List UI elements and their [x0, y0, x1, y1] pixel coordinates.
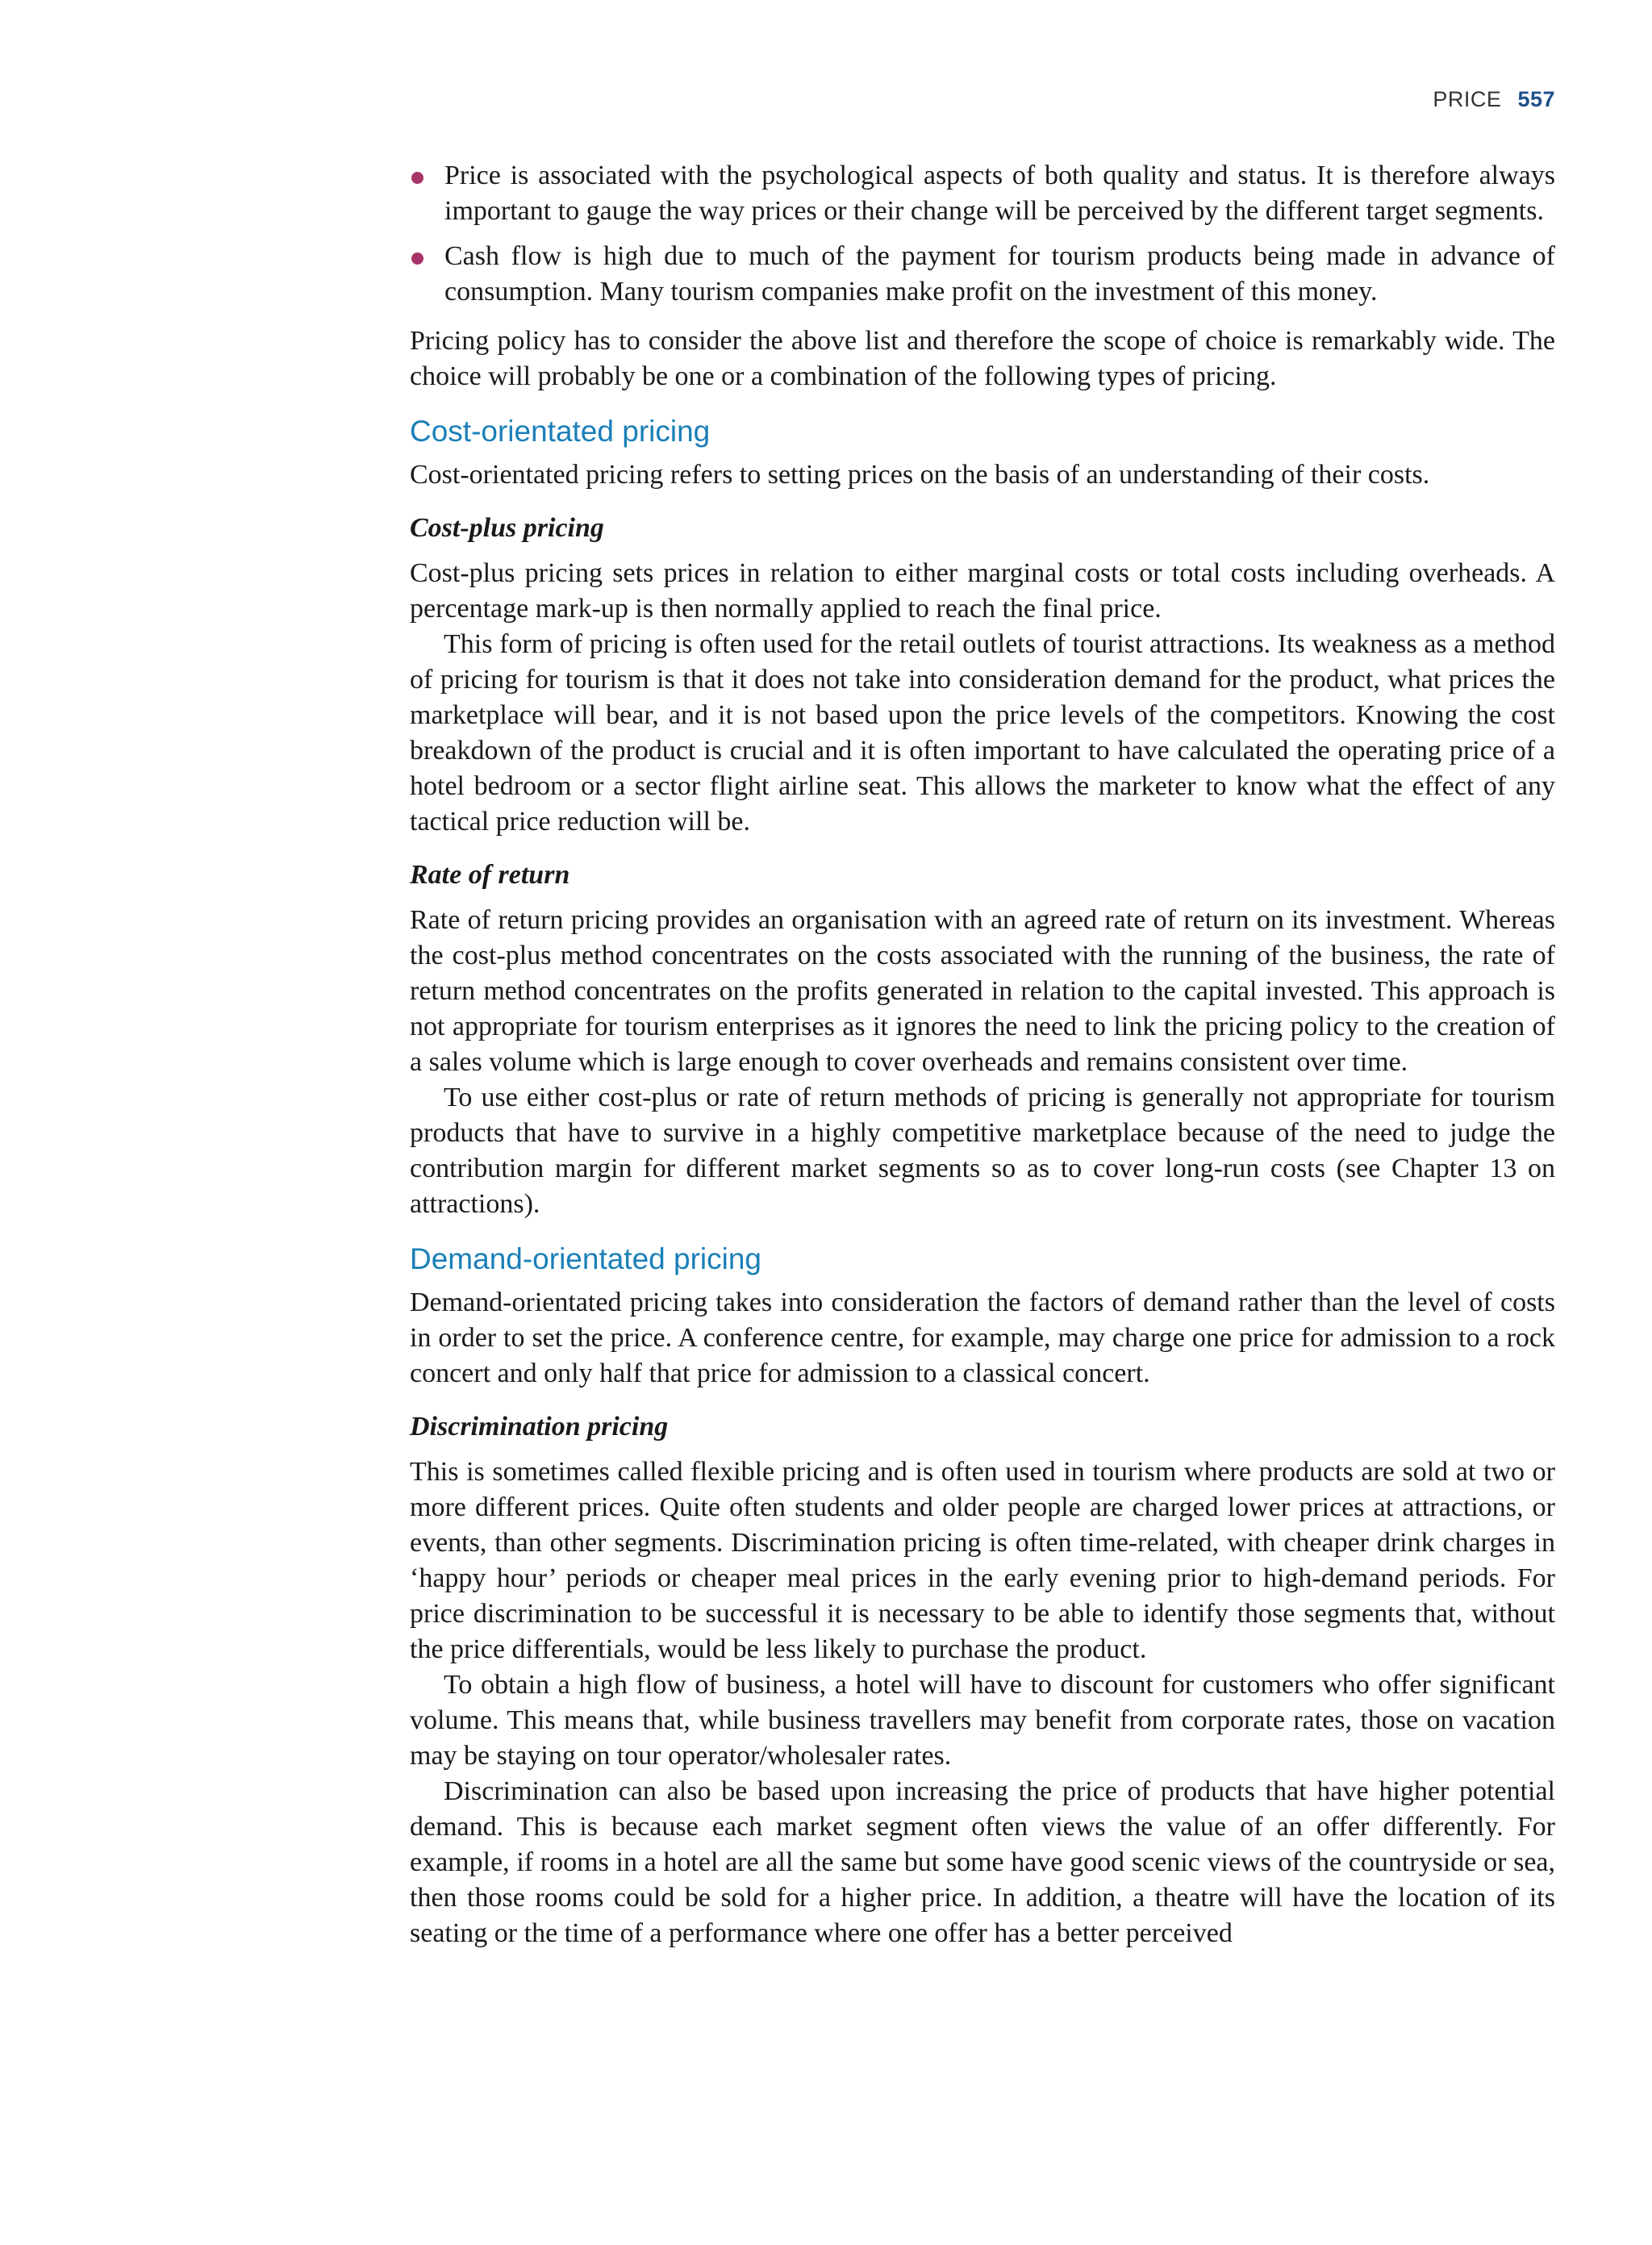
cost-plus-paragraph-2: This form of pricing is often used for the retail outlets of tourist attractions. Its weakness as a method of pricing for tourism is that it does not take into consideration demand for the product, what prices the marketplace will bear, and it is not based upon the price levels of the competitors. Knowing the cost breakdown of the product is crucial and it is often important to have calculated the operating price of a hotel bedroom or a sector flight airline seat. This allows the marketer to know what the effect of any tactical price reduction will be. [410, 629, 1555, 837]
cost-orientated-intro: Cost-orientated pricing refers to setting prices on the basis of an understanding of their costs. [410, 460, 1430, 490]
section-heading-cost-orientated: Cost-orientated pricing [410, 415, 711, 448]
page-body [410, 158, 1555, 1951]
page-number: 557 [1517, 87, 1555, 111]
discrimination-paragraph-3: Discrimination can also be based upon increasing the price of products that have higher potential demand. This is because each market segment often views the value of an offer differently. For example, if rooms in a hotel are all the same but some have good scenic views of the countryside or sea, then those rooms could be sold for a higher price. In addition, a theatre will have the location of its seating or the time of a performance where one offer has a better perceived [410, 1776, 1555, 1948]
cost-plus-paragraph-1: Cost-plus pricing sets prices in relation to either marginal costs or total costs including overheads. A percentage mark-up is then normally applied to reach the final price. [410, 558, 1555, 624]
subheading-discrimination-pricing: Discrimination pricing [410, 1412, 669, 1442]
bullet-text: Price is associated with the psychological aspects of both quality and status. It is therefore always important to gauge the way prices or their change will be perceived by the different target segments. [444, 161, 1555, 226]
subheading-rate-of-return: Rate of return [410, 860, 570, 890]
discrimination-paragraph-2: To obtain a high flow of business, a hotel will have to discount for customers who offer significant volume. This means that, while business travellers may benefit from corporate rates, those on vacation may be staying on tour operator/wholesaler rates. [410, 1670, 1555, 1771]
intro-paragraph: Pricing policy has to consider the above list and therefore the scope of choice is remarkably wide. The choice will probably be one or a combination of the following types of pricing. [410, 326, 1555, 391]
bullet-list [410, 158, 1555, 310]
section-heading-demand-orientated: Demand-orientated pricing [410, 1242, 762, 1275]
bullet-text: Cash flow is high due to much of the payment for tourism products being made in advance of consumption. Many tourism companies make profit on the investment of this money. [444, 241, 1555, 307]
bullet-dot-icon [411, 172, 423, 184]
demand-orientated-intro: Demand-orientated pricing takes into consideration the factors of demand rather than the level of costs in order to set the price. A conference centre, for example, may charge one price for admission to a rock concert and only half that price for admission to a classical concert. [410, 1287, 1555, 1388]
rate-of-return-paragraph-2: To use either cost-plus or rate of return methods of pricing is generally not appropriate for tourism products that have to survive in a highly competitive marketplace because of the need to judge the contribution margin for different market segments so as to cover long-run costs (see Chapter 13 on attractions). [410, 1083, 1555, 1219]
bullet-dot-icon [411, 252, 423, 265]
list-item [410, 239, 1555, 310]
running-head-section: PRICE [1433, 87, 1502, 111]
rate-of-return-paragraph-1: Rate of return pricing provides an organisation with an agreed rate of return on its investment. Whereas the cost-plus method concentrates on the costs associated with the running of the business, the rate of return method concentrates on the profits generated in relation to the capital invested. This approach is not appropriate for tourism enterprises as it ignores the need to link the pricing policy to the creation of a sales volume which is large enough to cover overheads and remains consistent over time. [410, 905, 1555, 1077]
subheading-cost-plus: Cost-plus pricing [410, 513, 604, 543]
list-item [410, 158, 1555, 229]
discrimination-paragraph-1: This is sometimes called flexible pricing and is often used in tourism where products are sold at two or more different prices. Quite often students and older people are charged lower prices at attractions, or events, than other segments. Discrimination pricing is often time-related, with cheaper drink charges in ‘happy hour’ periods or cheaper meal prices in the early evening prior to high-demand periods. For price discrimination to be successful it is necessary to be able to identify those segments that, without the price differentials, would be less likely to purchase the product. [410, 1457, 1555, 1664]
running-head [1433, 87, 1555, 112]
